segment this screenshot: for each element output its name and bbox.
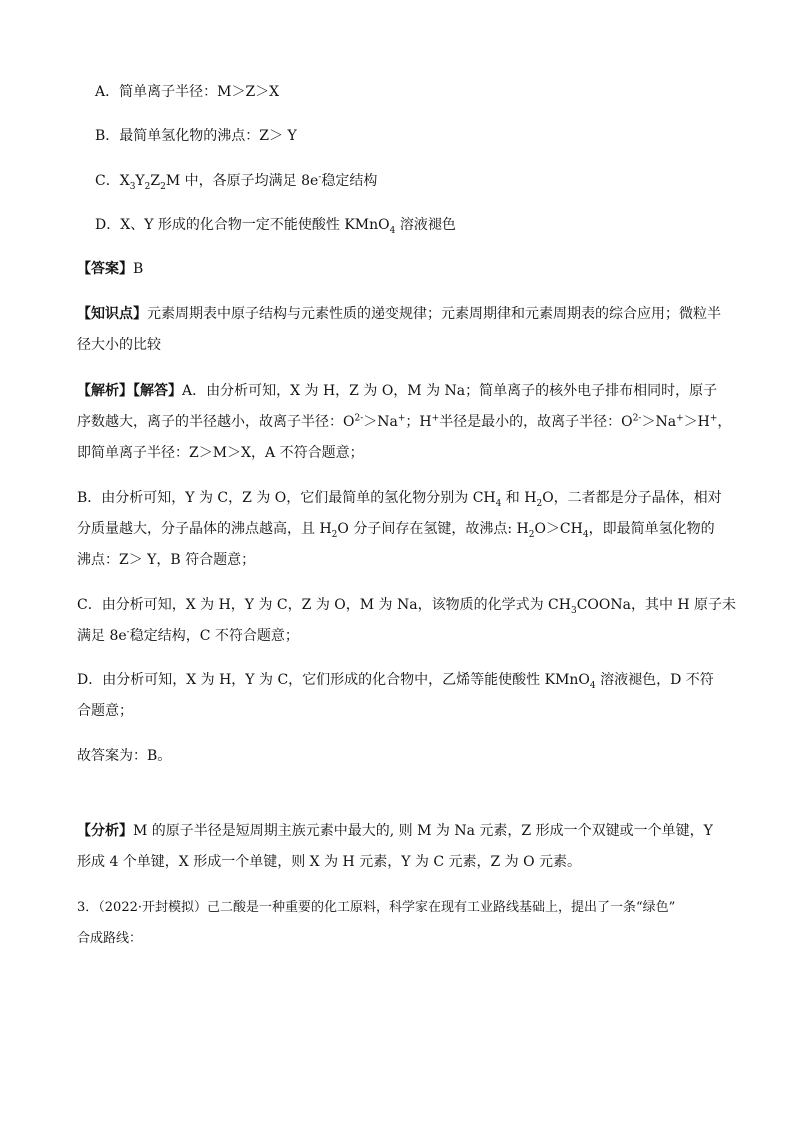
question-3-line-2: 合成路线： — [77, 931, 143, 946]
conclusion-line: 故答案为：B。 — [77, 748, 172, 764]
jieda-tag: 【解答】 — [133, 383, 182, 399]
option-a: A．简单离子半径：M＞Z＞X — [95, 84, 280, 100]
answer-tag: 【答案】 — [77, 261, 133, 277]
analysis-b-line-1: B．由分析可知，Y 为 C，Z 为 O，它们最简单的氢化物分别为 $CH_4$ 和 $H_2O$，二者都是分子晶体，相对 — [77, 490, 722, 509]
fenxi-tag: 【分析】 — [77, 823, 133, 839]
analysis-b-line-2: 分质量越大，分子晶体的沸点越高，且 $H_2O$ 分子间存在氢键，故沸点: $H_2O>CH_4$，即最简单氢化物的 — [77, 521, 715, 540]
fenxi-line-2: 形成 4 个单键，X 形成一个单键，则 X 为 H 元素，Y 为 C 元素，Z 为 O 元素。 — [77, 854, 582, 870]
answer-value: B — [133, 261, 144, 277]
analysis-b-line-3: 沸点：Z＞ Y，B 符合题意； — [77, 552, 256, 568]
analysis-d-line-1: D．由分析可知，X 为 H，Y 为 C，它们形成的化合物中，乙烯等能使酸性 KMnO$_4$ 溶液褪色，D 不符 — [77, 672, 714, 691]
jiexi-tag: 【解析】 — [77, 383, 133, 399]
analysis-c-line-1: C．由分析可知，X 为 H，Y 为 C，Z 为 O，M 为 Na，该物质的化学式为 $CH_3COONa$，其中 H 原子未 — [77, 597, 737, 616]
analysis-c-line-2: 满足 8e-稳定结构，C 不符合题意； — [77, 627, 299, 644]
fenxi-line-1: 【分析】M 的原子半径是短周期主族元素中最大的, 则 M 为 Na 元素，Z 形成一个双键或一个单键，Y — [77, 823, 713, 839]
analysis-a-line-2: 序数越大，离子的半径越小，故离子半径：$O^{2-}>Na^+$；H+半径是最小的，故离子半径：$O^{2-}>Na^+>H^+$， — [77, 413, 732, 430]
knowledge-line-2: 径大小的比较 — [77, 337, 161, 353]
knowledge-line-1: 【知识点】元素周期表中原子结构与元素性质的递变规律；元素周期律和元素周期表的综合应用；微粒半 — [77, 306, 721, 322]
formula-x3y2z2m: $X_3Y_2Z_2M$ — [119, 173, 181, 192]
analysis-d-line-2: 合题意； — [77, 703, 133, 719]
analysis-a-line-1: 【解析】【解答】A．由分析可知，X 为 H，Z 为 O，M 为 Na；简单离子的核外电子排布相同时，原子 — [77, 383, 718, 399]
question-3-line-1: 3．（2022·开封模拟）己二酸是一种重要的化工原料，科学家在现有工业路线基础上，提出了一条“绿色” — [77, 900, 676, 915]
option-d: D．X、Y 形成的化合物一定不能使酸性 KMnO$_4$ 溶液褪色 — [95, 217, 456, 236]
option-b: B．最简单氢化物的沸点：Z＞ Y — [95, 128, 297, 144]
option-c: C．$X_3Y_2Z_2M$ 中，各原子均满足 8e-稳定结构 — [95, 172, 378, 192]
knowledge-tag: 【知识点】 — [77, 306, 147, 322]
answer-line — [77, 259, 143, 279]
analysis-a-line-3: 即简单离子半径：Z＞M＞X，A 不符合题意； — [77, 445, 364, 461]
